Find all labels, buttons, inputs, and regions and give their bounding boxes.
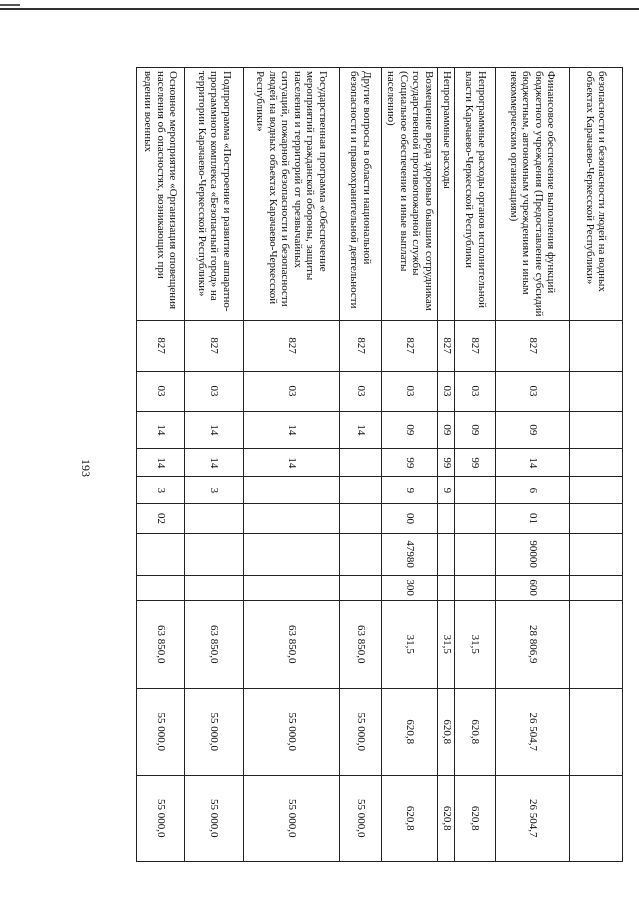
cell-subsection: 14 <box>244 411 340 449</box>
cell-ministry <box>569 320 622 371</box>
cell-section: 03 <box>339 371 381 411</box>
cell-ministry: 827 <box>495 320 569 371</box>
top-rule <box>0 8 639 10</box>
cell-direction <box>339 504 381 533</box>
cell-expense-type <box>339 575 381 600</box>
cell-subprogram <box>569 477 622 504</box>
cell-expense-code <box>438 533 455 575</box>
cell-year1: 63 850,0 <box>184 600 243 689</box>
table-row <box>244 68 340 862</box>
cell-direction <box>244 504 340 533</box>
cell-program <box>339 449 381 477</box>
cell-year1 <box>569 600 622 689</box>
cell-subsection <box>569 411 622 449</box>
cell-expense-type: 300 <box>382 575 438 600</box>
cell-year2: 620,8 <box>382 689 438 775</box>
cell-section: 03 <box>495 371 569 411</box>
cell-expense-code <box>137 533 185 575</box>
cell-year3: 26 504,7 <box>495 775 569 862</box>
cell-year1: 63 850,0 <box>137 600 185 689</box>
cell-year3: 55 000,0 <box>184 775 243 862</box>
cell-year2 <box>569 689 622 775</box>
cell-year1: 31,5 <box>455 600 495 689</box>
cell-ministry: 827 <box>184 320 243 371</box>
table-row <box>382 68 438 862</box>
cell-year1: 63 850,0 <box>244 600 340 689</box>
cell-subprogram: 9 <box>382 477 438 504</box>
cell-year2: 55 000,0 <box>244 689 340 775</box>
cell-name: Возмещение вреда здоровью бывшим сотрудникам государственной противопожарной службы (Социальное обеспечение и иные выплаты населению) <box>382 68 438 321</box>
cell-ministry: 827 <box>244 320 340 371</box>
cell-section: 03 <box>455 371 495 411</box>
cell-name: Другие вопросы в области национальной безопасности и правоохранительной деятельности <box>339 68 381 321</box>
cell-expense-code <box>569 533 622 575</box>
cell-direction <box>184 504 243 533</box>
cell-program: 14 <box>244 449 340 477</box>
cell-subsection: 09 <box>438 411 455 449</box>
cell-year1: 28 806,9 <box>495 600 569 689</box>
cell-name: Непрограммные расходы органов исполнительной власти Карачаево-Черкесской Республики <box>455 68 495 321</box>
cell-program: 14 <box>137 449 185 477</box>
cell-subsection: 14 <box>137 411 185 449</box>
table-row <box>495 68 569 862</box>
cell-program: 99 <box>438 449 455 477</box>
cell-expense-type <box>438 575 455 600</box>
cell-section: 03 <box>137 371 185 411</box>
cell-expense-code <box>339 533 381 575</box>
cell-year3: 620,8 <box>382 775 438 862</box>
cell-subprogram <box>455 477 495 504</box>
cell-year2: 55 000,0 <box>137 689 185 775</box>
cell-subprogram <box>244 477 340 504</box>
cell-subsection: 14 <box>339 411 381 449</box>
cell-ministry: 827 <box>455 320 495 371</box>
cell-year2: 26 504,7 <box>495 689 569 775</box>
cell-subprogram: 3 <box>137 477 185 504</box>
cell-direction: 02 <box>137 504 185 533</box>
cell-name: Непрограммные расходы <box>438 68 455 321</box>
cell-ministry: 827 <box>438 320 455 371</box>
cell-subprogram <box>339 477 381 504</box>
cell-section: 03 <box>244 371 340 411</box>
cell-expense-type <box>244 575 340 600</box>
cell-year3: 620,8 <box>455 775 495 862</box>
cell-year3: 620,8 <box>438 775 455 862</box>
cell-name: Государственная программа «Обеспечение мероприятий гражданской обороны, защиты населения и территорий от чрезвычайных ситуаций, пожарной безопасности и безопасности людей на водных объектах Карачаево-Черкесской Республики» <box>244 68 340 321</box>
table-body <box>137 68 623 862</box>
cell-program <box>569 449 622 477</box>
table-row <box>339 68 381 862</box>
cell-section <box>569 371 622 411</box>
cell-section: 03 <box>382 371 438 411</box>
cell-expense-type <box>184 575 243 600</box>
cell-year2: 55 000,0 <box>184 689 243 775</box>
cell-expense-type: 600 <box>495 575 569 600</box>
top-rule-short <box>0 4 20 6</box>
cell-direction <box>569 504 622 533</box>
cell-program: 14 <box>495 449 569 477</box>
cell-expense-code: 90000 <box>495 533 569 575</box>
cell-expense-code <box>455 533 495 575</box>
cell-program: 14 <box>184 449 243 477</box>
cell-expense-code <box>184 533 243 575</box>
cell-program: 99 <box>455 449 495 477</box>
cell-ministry: 827 <box>382 320 438 371</box>
table-row <box>438 68 455 862</box>
cell-direction <box>455 504 495 533</box>
cell-section: 03 <box>438 371 455 411</box>
cell-year1: 63 850,0 <box>339 600 381 689</box>
cell-year3: 55 000,0 <box>339 775 381 862</box>
cell-direction: 01 <box>495 504 569 533</box>
cell-name: безопасности и безопасности людей на водных объектах Карачаево-Черкесской Республики» <box>569 68 622 321</box>
cell-year2: 620,8 <box>438 689 455 775</box>
cell-year3: 55 000,0 <box>137 775 185 862</box>
cell-expense-type <box>137 575 185 600</box>
cell-year3: 55 000,0 <box>244 775 340 862</box>
cell-year1: 31,5 <box>382 600 438 689</box>
cell-subprogram: 6 <box>495 477 569 504</box>
cell-subprogram: 9 <box>438 477 455 504</box>
cell-expense-type <box>569 575 622 600</box>
cell-year3 <box>569 775 622 862</box>
cell-year2: 620,8 <box>455 689 495 775</box>
table-row <box>569 68 622 862</box>
cell-name: Подпрограмма «Построение и развитие аппаратно-программного комплекса «Безопасный город» на территории Карачаево-Черкесской Республики» <box>184 68 243 321</box>
cell-subsection: 09 <box>495 411 569 449</box>
cell-direction <box>438 504 455 533</box>
cell-expense-type <box>455 575 495 600</box>
table-row <box>184 68 243 862</box>
budget-table <box>136 67 623 862</box>
budget-table-rotated <box>136 67 623 862</box>
cell-ministry: 827 <box>339 320 381 371</box>
cell-name: Основное мероприятие «Организация оповещения населения об опасностях, возникающих при ведении военных <box>137 68 185 321</box>
cell-program: 99 <box>382 449 438 477</box>
cell-year1: 31,5 <box>438 600 455 689</box>
cell-expense-code: 47980 <box>382 533 438 575</box>
cell-ministry: 827 <box>137 320 185 371</box>
cell-subsection: 09 <box>455 411 495 449</box>
cell-subprogram: 3 <box>184 477 243 504</box>
table-row <box>137 68 185 862</box>
cell-section: 03 <box>184 371 243 411</box>
cell-subsection: 14 <box>184 411 243 449</box>
page-number: 193 <box>79 459 93 477</box>
table-row <box>455 68 495 862</box>
cell-direction: 00 <box>382 504 438 533</box>
cell-expense-code <box>244 533 340 575</box>
cell-year2: 55 000,0 <box>339 689 381 775</box>
cell-name: Финансовое обеспечение выполнения функций бюджетного учреждения (Предоставление субсидий бюджетным, автономным учреждениям и иным некоммерческим организациям) <box>495 68 569 321</box>
cell-subsection: 09 <box>382 411 438 449</box>
